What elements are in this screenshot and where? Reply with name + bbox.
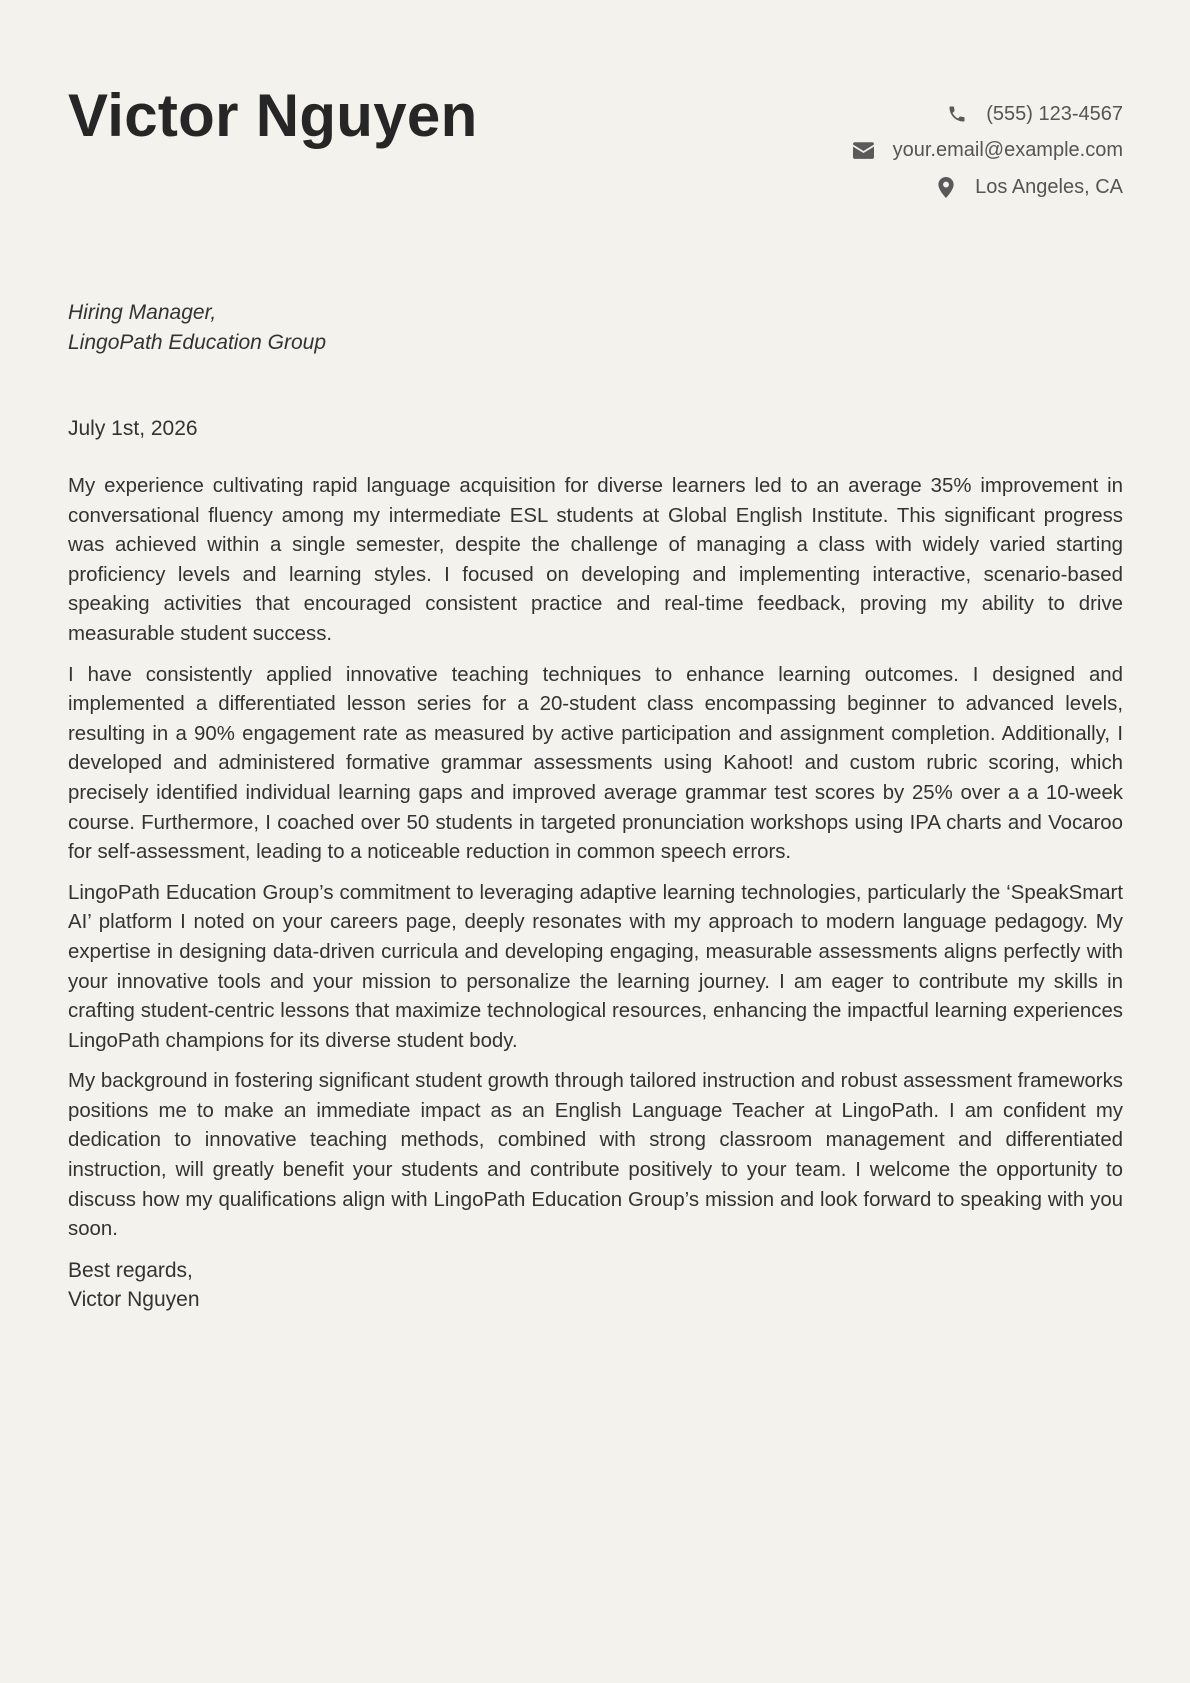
letter-header bbox=[68, 78, 1123, 206]
contact-email-row bbox=[853, 133, 1123, 170]
recipient-company: LingoPath Education Group bbox=[68, 331, 327, 354]
closing-salutation: Best regards, bbox=[68, 1258, 193, 1282]
letter-date: July 1st, 2026 bbox=[68, 417, 198, 440]
cover-letter-page bbox=[68, 78, 1123, 1315]
recipient-title: Hiring Manager, bbox=[68, 301, 217, 324]
contact-phone: (555) 123-4567 bbox=[986, 102, 1123, 125]
recipient-block bbox=[68, 298, 1123, 358]
letter-body bbox=[68, 472, 1123, 1245]
closing-block bbox=[68, 1256, 1123, 1315]
applicant-name: Victor Nguyen bbox=[68, 82, 478, 149]
body-paragraph-4: My background in fostering significant student growth through tailored instruction and robust assessment frameworks positions me to make an immediate impact as an English Language Teacher at LingoPath. I am confident my dedication to innovative teaching methods, combined with strong classroom management and differentiated instruction, will greatly benefit your students and contribute positively to your team. I welcome the opportunity to discuss how my qualifications align with LingoPath Education Group’s mission and look forward to speaking with you soon. bbox=[68, 1070, 1123, 1241]
contact-email: your.email@example.com bbox=[892, 139, 1123, 162]
body-paragraph-1: My experience cultivating rapid language acquisition for diverse learners led to an average 35% improvement in conversational fluency among my intermediate ESL students at Global English Institute. This significant progress was achieved within a single semester, despite the challenge of managing a class with widely varied starting proficiency levels and learning styles. I focused on developing and implementing interactive, scenario-based speaking activities that encouraged consistent practice and real-time feedback, proving my ability to drive measurable student success. bbox=[68, 475, 1123, 645]
contact-location: Los Angeles, CA bbox=[975, 175, 1123, 198]
contact-phone-row bbox=[946, 96, 1123, 133]
body-paragraph-3: LingoPath Education Group’s commitment to leveraging adaptive learning technologies, particularly the ‘SpeakSmart AI’ platform I noted on your careers page, deeply resonates with my approach to modern language pedagogy. My expertise in designing data-driven curricula and developing engaging, measurable assessments aligns perfectly with your innovative tools and your mission to personalize the learning journey. I am eager to contribute my skills in crafting student-centric lessons that maximize technological resources, enhancing the impactful learning experiences LingoPath champions for its diverse student body. bbox=[68, 881, 1123, 1052]
envelope-icon bbox=[853, 140, 875, 162]
contact-location-row bbox=[935, 169, 1123, 206]
contact-info bbox=[853, 96, 1123, 206]
phone-icon bbox=[946, 103, 968, 125]
closing-signature: Victor Nguyen bbox=[68, 1288, 200, 1312]
body-paragraph-2: I have consistently applied innovative teaching techniques to enhance learning outcomes. I designed and implemented a differentiated lesson series for a 20-student class encompassing beginner to advanced levels, resulting in a 90% engagement rate as measured by active participation and assignment completion. Additionally, I developed and administered formative grammar assessments using Kahoot! and custom rubric scoring, which precisely identified individual learning gaps and improved average grammar test scores by 25% over a a 10-week course. Furthermore, I coached over 50 students in targeted pronunciation workshops using IPA charts and Vocaroo for self-assessment, leading to a noticeable reduction in common speech errors. bbox=[68, 663, 1123, 864]
map-pin-icon bbox=[935, 176, 957, 198]
